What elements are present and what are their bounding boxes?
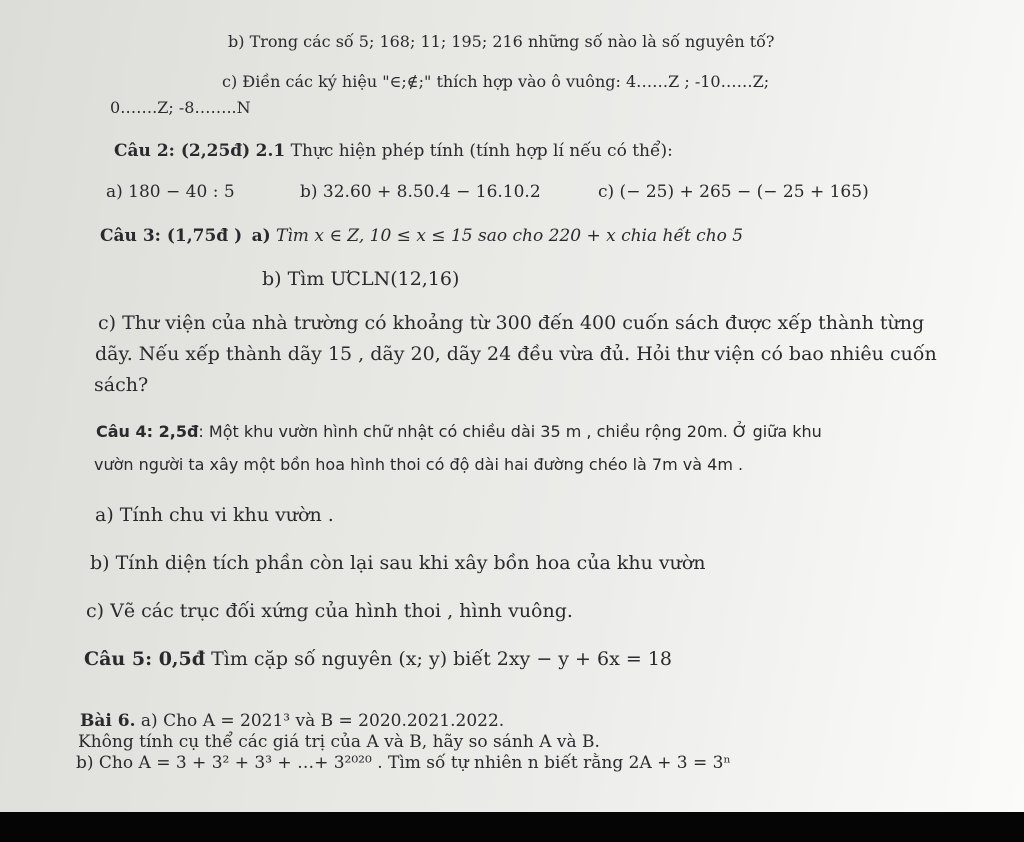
question-2b: b) 32.60 + 8.50.4 − 16.10.2 [300, 182, 541, 202]
question-2a: a) 180 − 40 : 5 [106, 182, 235, 202]
question-4b: b) Tính diện tích phần còn lại sau khi xây bồn hoa của khu vườn [90, 552, 706, 574]
question-2-heading: Câu 2: (2,25đ) [114, 141, 251, 161]
question-3b: b) Tìm ƯCLN(12,16) [262, 268, 460, 290]
question-1b: b) Trong các số 5; 168; 11; 195; 216 những số nào là số nguyên tố? [228, 32, 775, 51]
question-1c-line2: 0…….Z; -8……..N [110, 98, 251, 117]
question-4a: a) Tính chu vi khu vườn . [95, 504, 334, 526]
question-2-subnumber: 2.1 [255, 141, 286, 161]
question-4-heading: Câu 4: 2,5đ [96, 422, 199, 441]
question-5-text: Tìm cặp số nguyên (x; y) biết 2xy − y + 6x = 18 [211, 648, 672, 670]
dark-background-edge [0, 812, 1024, 842]
question-5 [84, 649, 672, 669]
question-3c-line1: c) Thư viện của nhà trường có khoảng từ 300 đến 400 cuốn sách được xếp thành từng [98, 312, 925, 334]
exercise-6b: b) Cho A = 3 + 3² + 3³ + …+ 3²⁰²⁰ . Tìm số tự nhiên n biết rằng 2A + 3 = 3ⁿ [76, 753, 731, 773]
exercise-6-line1 [80, 711, 504, 731]
question-3-heading: Câu 3: (1,75đ ) [100, 226, 243, 246]
question-3a-label: a) [251, 226, 271, 246]
question-5-heading: Câu 5: 0,5đ [84, 648, 206, 670]
question-4-line1 [96, 422, 822, 442]
question-3c-line2: dãy. Nếu xếp thành dãy 15 , dãy 20, dãy 24 đều vừa đủ. Hỏi thư viện có bao nhiêu cuốn [95, 343, 937, 365]
question-4-text1: : Một khu vườn hình chữ nhật có chiều dài 35 m , chiều rộng 20m. Ở giữa khu [198, 422, 822, 441]
question-3a-text: Tìm x ∈ Z, 10 ≤ x ≤ 15 sao cho 220 + x chia hết cho 5 [276, 226, 744, 246]
question-4c: c) Vẽ các trục đối xứng của hình thoi , hình vuông. [86, 600, 573, 622]
question-2c: c) (− 25) + 265 − (− 25 + 165) [598, 182, 869, 202]
exercise-6a: a) Cho A = 2021³ và B = 2020.2021.2022. [140, 711, 505, 731]
exercise-6-line2: Không tính cụ thể các giá trị của A và B, hãy so sánh A và B. [78, 732, 600, 752]
question-1c-line1: c) Điền các ký hiệu "∈;∉;" thích hợp vào ô vuông: 4……Z ; -10……Z; [222, 72, 770, 91]
question-2-text: Thực hiện phép tính (tính hợp lí nếu có thể): [290, 141, 673, 161]
question-3-header [100, 226, 743, 246]
question-4-line2: vườn người ta xây một bồn hoa hình thoi có độ dài hai đường chéo là 7m và 4m . [94, 455, 744, 474]
exercise-6-heading: Bài 6. [80, 711, 136, 731]
question-3c-line3: sách? [94, 374, 149, 396]
question-2-header [114, 141, 673, 161]
